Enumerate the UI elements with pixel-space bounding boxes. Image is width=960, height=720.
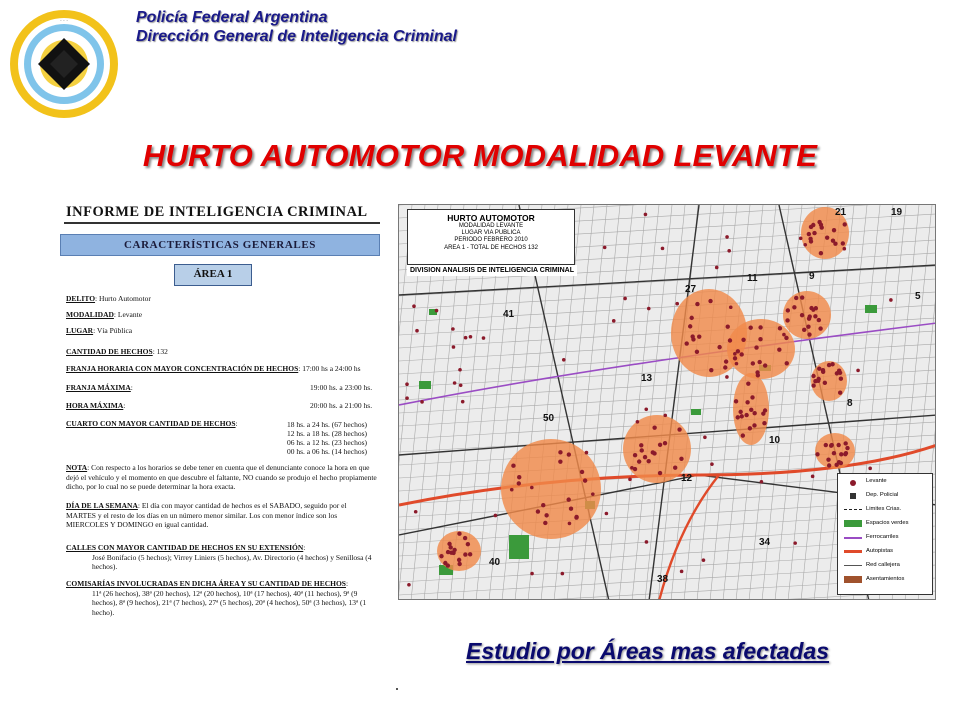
incident-marker <box>585 451 589 455</box>
incident-marker <box>435 309 439 313</box>
franja-maxima-row: FRANJA MÁXIMA: <box>66 383 133 392</box>
green-space <box>691 409 701 415</box>
incident-marker <box>839 461 843 465</box>
incident-marker <box>733 352 737 356</box>
incident-marker <box>889 298 893 302</box>
svg-text:· · ·: · · · <box>60 18 68 24</box>
precinct-label: 27 <box>685 284 697 295</box>
incident-marker <box>405 396 409 400</box>
incident-marker <box>561 572 565 576</box>
precinct-label: 19 <box>891 207 903 218</box>
incident-marker <box>710 462 714 466</box>
incident-marker <box>811 308 815 312</box>
incident-marker <box>815 452 819 456</box>
incident-marker <box>679 457 683 461</box>
incident-marker <box>612 319 616 323</box>
legend-item: Espacios verdes <box>866 520 909 526</box>
incident-marker <box>453 381 457 385</box>
incident-marker <box>468 552 472 556</box>
precinct-label: 11 <box>747 273 758 284</box>
area-box: ÁREA 1 <box>174 264 252 286</box>
incident-marker <box>517 481 521 485</box>
incident-marker <box>464 336 468 340</box>
incident-marker <box>784 336 788 340</box>
incident-marker <box>818 326 822 330</box>
incident-marker <box>623 297 627 301</box>
incident-marker <box>812 231 816 235</box>
precinct-label: 8 <box>847 398 853 409</box>
incident-marker <box>517 475 521 479</box>
org-line-1: Policía Federal Argentina <box>136 9 328 26</box>
green-space <box>419 381 431 389</box>
incident-marker <box>762 421 766 425</box>
incident-marker <box>799 237 803 241</box>
incident-marker <box>603 246 607 250</box>
incident-marker <box>644 213 648 217</box>
precinct-label: 50 <box>543 413 555 424</box>
incident-marker <box>838 391 842 395</box>
incident-marker <box>463 552 467 556</box>
incident-marker <box>839 377 843 381</box>
incident-marker <box>843 441 847 445</box>
legend-swatch-police <box>850 493 856 499</box>
incident-marker <box>695 302 699 306</box>
incident-marker <box>841 241 845 245</box>
incident-marker <box>811 475 815 479</box>
page-title: HURTO AUTOMOTOR MODALIDAD LEVANTE <box>142 138 818 173</box>
incident-marker <box>811 383 815 387</box>
incident-marker <box>461 400 465 404</box>
incident-marker <box>756 373 760 377</box>
hora-maxima-row: HORA MÁXIMA: <box>66 401 126 410</box>
footer-caption: Estudio por Áreas mas afectadas <box>466 638 830 664</box>
incident-marker <box>697 334 701 338</box>
incident-marker <box>739 352 743 356</box>
map-box-line: LUGAR VIA PUBLICA <box>461 230 521 237</box>
incident-marker <box>640 448 644 452</box>
report-heading: INFORME DE INTELIGENCIA CRIMINAL <box>66 204 368 220</box>
incident-marker <box>757 360 761 364</box>
incident-marker <box>652 425 656 429</box>
incident-marker <box>405 382 409 386</box>
incident-marker <box>745 400 749 404</box>
incident-marker <box>758 337 762 341</box>
incident-marker <box>452 345 456 349</box>
legend-swatch-streets <box>844 565 862 566</box>
incident-marker <box>817 220 821 224</box>
incident-marker <box>448 545 452 549</box>
incident-marker <box>663 414 667 418</box>
incident-marker <box>821 370 825 374</box>
incident-marker <box>725 235 729 239</box>
modalidad-row: MODALIDAD: Levante <box>66 310 143 319</box>
incident-marker <box>511 464 515 468</box>
green-space <box>865 305 877 313</box>
incident-marker <box>637 459 641 463</box>
legend-item: Ferrocarriles <box>866 534 899 540</box>
incident-marker <box>412 304 416 308</box>
incident-marker <box>530 572 534 576</box>
incident-marker <box>727 249 731 253</box>
incident-marker <box>803 243 807 247</box>
incident-marker <box>830 443 834 447</box>
legend-swatch-green <box>844 520 862 527</box>
incident-marker <box>834 463 838 467</box>
incident-marker <box>446 550 450 554</box>
incident-marker <box>748 426 752 430</box>
incident-marker <box>663 441 667 445</box>
incident-marker <box>782 333 786 337</box>
cuarto-value-4: 00 hs. a 06 hs. (14 hechos) <box>287 447 367 456</box>
incident-marker <box>748 325 752 329</box>
intelligence-report-document <box>56 196 386 626</box>
incident-marker <box>819 251 823 255</box>
nota-paragraph: NOTA: Con respecto a los horarios se debe tener en cuenta que el denunciante conoce la hora en que dejó el vehículo y el momento en que descubre el faltante, NO cuando se produjo el hecho propiamente dicho, por lo cual no se puede determinar la hora exacta. <box>66 463 377 491</box>
incident-marker <box>825 235 829 239</box>
crime-hotspot-map <box>398 204 936 600</box>
incident-marker <box>446 563 450 567</box>
legend-item: Autopistas <box>866 548 894 554</box>
precinct-label: 38 <box>657 574 669 585</box>
precinct-label: 21 <box>835 207 847 218</box>
incident-marker <box>685 341 689 345</box>
cantidad-row: CANTIDAD DE HECHOS: 132 <box>66 347 168 356</box>
map-legend <box>837 473 933 595</box>
incident-marker <box>644 407 648 411</box>
incident-marker <box>645 540 649 544</box>
comisarias-paragraph: COMISARÍAS INVOLUCRADAS EN DICHA ÁREA Y SU CANTIDAD DE HECHOS: 11ª (26 hechos), 38ª (20 hechos), 12ª (20 hechos), 10ª (17 hechos), 40ª (11 hechos), 9ª (9 hechos), 8ª (9 hechos), 21ª (7 hechos), 27ª (5 hechos), 20ª (4 hechos), 50ª (3 hechos), 13ª (1 hecho). <box>66 579 367 617</box>
delito-row: DELITO: Hurto Automotor <box>66 294 151 303</box>
incident-marker <box>811 374 815 378</box>
incident-marker <box>415 329 419 333</box>
incident-marker <box>761 411 765 415</box>
pfa-seal <box>8 8 120 120</box>
incident-marker <box>844 451 848 455</box>
incident-marker <box>690 316 694 320</box>
incident-marker <box>695 350 699 354</box>
incident-marker <box>661 247 665 251</box>
incident-marker <box>459 384 463 388</box>
incident-marker <box>809 225 813 229</box>
incident-marker <box>746 381 750 385</box>
incident-marker <box>832 228 836 232</box>
incident-marker <box>827 463 831 467</box>
incident-marker <box>724 359 728 363</box>
incident-marker <box>543 521 547 525</box>
incident-marker <box>677 427 681 431</box>
incident-marker <box>420 400 424 404</box>
incident-marker <box>778 326 782 330</box>
precinct-label: 40 <box>489 557 501 568</box>
incident-marker <box>457 531 461 535</box>
incident-marker <box>414 510 418 514</box>
franja-maxima-value: 19:00 hs. a 23:00 hs. <box>310 383 373 392</box>
incident-marker <box>741 433 745 437</box>
incident-marker <box>843 247 847 251</box>
incident-marker <box>758 325 762 329</box>
cuarto-value-2: 12 hs. a 18 hs. (28 hechos) <box>287 429 367 438</box>
incident-marker <box>817 318 821 322</box>
incident-marker <box>469 335 473 339</box>
incident-marker <box>658 471 662 475</box>
incident-marker <box>868 467 872 471</box>
precinct-label: 41 <box>503 309 515 320</box>
org-line-2: Dirección General de Inteligencia Criminal <box>136 28 457 45</box>
incident-marker <box>536 509 540 513</box>
incident-marker <box>837 369 841 373</box>
incident-marker <box>568 522 572 526</box>
incident-marker <box>807 232 811 236</box>
incident-marker <box>785 361 789 365</box>
incident-marker <box>823 381 827 385</box>
incident-marker <box>800 313 804 317</box>
incident-marker <box>605 512 609 516</box>
incident-marker <box>708 299 712 303</box>
incident-marker <box>751 361 755 365</box>
incident-marker <box>750 395 754 399</box>
general-characteristics-band: CARACTERÍSTICAS GENERALES <box>60 234 380 256</box>
incident-marker <box>633 453 637 457</box>
incident-marker <box>439 554 443 558</box>
incident-marker <box>738 410 742 414</box>
incident-marker <box>482 336 486 340</box>
incident-marker <box>826 457 830 461</box>
map-box-title: HURTO AUTOMOTOR <box>447 213 535 223</box>
incident-marker <box>541 503 545 507</box>
map-box-line: PERIODO FEBRERO 2010 <box>454 237 528 244</box>
incident-marker <box>451 327 455 331</box>
map-box-line: AREA 1 - TOTAL DE HECHOS 132 <box>444 244 538 251</box>
lugar-row: LUGAR: Vía Pública <box>66 326 133 335</box>
legend-item: Asentamientos <box>866 576 905 582</box>
hora-maxima-value: 20:00 hs. a 21:00 hs. <box>310 401 373 410</box>
incident-marker <box>741 338 745 342</box>
incident-marker <box>817 366 821 370</box>
incident-marker <box>673 466 677 470</box>
incident-marker <box>574 515 578 519</box>
incident-marker <box>725 375 729 379</box>
incident-marker <box>744 413 748 417</box>
incident-marker <box>802 328 806 332</box>
incident-marker <box>809 239 813 243</box>
incident-marker <box>833 242 837 246</box>
incident-marker <box>786 308 790 312</box>
precinct-label: 34 <box>759 537 771 548</box>
calles-paragraph: CALLES CON MAYOR CANTIDAD DE HECHOS EN SU EXTENSIÓN: José Bonifacio (5 hechos); Virrey Liniers (5 hechos), Av. Directorio (4 hechos) y Senillosa (4 hechos). <box>66 543 372 571</box>
incident-marker <box>827 363 831 367</box>
legend-item: Red callejera <box>866 562 900 568</box>
incident-marker <box>856 369 860 373</box>
incident-marker <box>800 295 804 299</box>
incident-marker <box>736 415 740 419</box>
incident-marker <box>457 562 461 566</box>
map-division-label: DIVISION ANALISIS DE INTELIGENCIA CRIMINAL <box>407 265 577 276</box>
legend-swatch-levante <box>850 480 856 486</box>
heading-rule <box>64 222 380 224</box>
incident-marker <box>726 325 730 329</box>
incident-marker <box>407 583 411 587</box>
incident-marker <box>806 324 810 328</box>
precinct-label: 12 <box>681 473 693 484</box>
incident-marker <box>703 436 707 440</box>
incident-marker <box>690 334 694 338</box>
incident-marker <box>836 443 840 447</box>
incident-marker <box>839 452 843 456</box>
incident-marker <box>723 365 727 369</box>
stray-dot <box>396 688 398 690</box>
incident-marker <box>843 222 847 226</box>
incident-marker <box>709 368 713 372</box>
incident-marker <box>749 408 753 412</box>
incident-marker <box>813 314 817 318</box>
incident-marker <box>729 305 733 309</box>
incident-marker <box>702 558 706 562</box>
incident-marker <box>792 305 796 309</box>
incident-marker <box>688 324 692 328</box>
incident-marker <box>824 443 828 447</box>
incident-marker <box>458 368 462 372</box>
incident-marker <box>466 542 470 546</box>
incident-marker <box>728 338 732 342</box>
incident-marker <box>760 480 764 484</box>
legend-item: Dep. Policial <box>866 492 899 498</box>
map-info-box <box>407 209 575 265</box>
precinct-label: 10 <box>769 435 781 446</box>
incident-marker <box>734 399 738 403</box>
incident-marker <box>845 446 849 450</box>
incident-marker <box>494 514 498 518</box>
incident-marker <box>777 348 781 352</box>
incident-marker <box>463 536 467 540</box>
hotspot-area <box>783 291 831 339</box>
incident-marker <box>566 497 570 501</box>
incident-marker <box>562 358 566 362</box>
incident-marker <box>752 423 756 427</box>
incident-marker <box>740 414 744 418</box>
legend-swatch-highway <box>844 550 862 553</box>
incident-marker <box>569 507 573 511</box>
incident-marker <box>658 443 662 447</box>
franja-concentracion-row: FRANJA HORARIA CON MAYOR CONCENTRACIÓN DE HECHOS: 17:00 hs a 24:00 hs <box>66 364 361 373</box>
legend-item: Limites Crias. <box>866 506 902 512</box>
legend-swatch-settlement <box>844 576 862 583</box>
legend-swatch-limits <box>844 509 862 510</box>
incident-marker <box>651 450 655 454</box>
cuarto-value-3: 06 hs. a 12 hs. (23 hechos) <box>287 438 367 447</box>
legend-swatch-rail <box>844 537 862 539</box>
incident-marker <box>785 318 789 322</box>
incident-marker <box>754 345 758 349</box>
legend-item: Levante <box>866 478 887 484</box>
precinct-label: 5 <box>915 291 921 302</box>
precinct-label: 13 <box>641 373 653 384</box>
incident-marker <box>793 541 797 545</box>
incident-marker <box>752 411 756 415</box>
incident-marker <box>544 513 548 517</box>
incident-marker <box>807 332 811 336</box>
map-box-line: MODALIDAD LEVANTE <box>458 223 524 229</box>
incident-marker <box>647 307 651 311</box>
incident-marker <box>636 420 640 424</box>
incident-marker <box>591 492 595 496</box>
incident-marker <box>630 466 634 470</box>
cuarto-value-1: 18 hs. a 24 hs. (67 hechos) <box>287 420 367 429</box>
incident-marker <box>808 314 812 318</box>
cuarto-row: CUARTO CON MAYOR CANTIDAD DE HECHOS: <box>66 419 238 428</box>
incident-marker <box>510 488 514 492</box>
incident-marker <box>832 451 836 455</box>
incident-marker <box>580 470 584 474</box>
incident-marker <box>816 379 820 383</box>
incident-marker <box>639 443 643 447</box>
incident-marker <box>530 486 534 490</box>
incident-marker <box>558 459 562 463</box>
incident-marker <box>735 362 739 366</box>
incident-marker <box>628 478 632 482</box>
incident-marker <box>647 459 651 463</box>
incident-marker <box>567 452 571 456</box>
incident-marker <box>715 266 719 270</box>
incident-marker <box>457 558 461 562</box>
incident-marker <box>794 296 798 300</box>
organization-name <box>136 8 457 46</box>
incident-marker <box>733 356 737 360</box>
pfa-logo <box>8 8 120 120</box>
incident-marker <box>680 570 684 574</box>
incident-marker <box>675 302 679 306</box>
green-space <box>509 535 529 559</box>
incident-marker <box>583 478 587 482</box>
dia-paragraph: DÍA DE LA SEMANA: El día con mayor cantidad de hechos es el SABADO, seguido por el MARTES y el resto de los días en un número menor similar. Los con menor índice son los MIERCOLES Y DOMINGO en igual cantidad. <box>66 501 347 529</box>
incident-marker <box>643 455 647 459</box>
incident-marker <box>763 363 767 367</box>
incident-marker <box>717 345 721 349</box>
incident-marker <box>558 450 562 454</box>
precinct-label: 9 <box>809 271 815 282</box>
